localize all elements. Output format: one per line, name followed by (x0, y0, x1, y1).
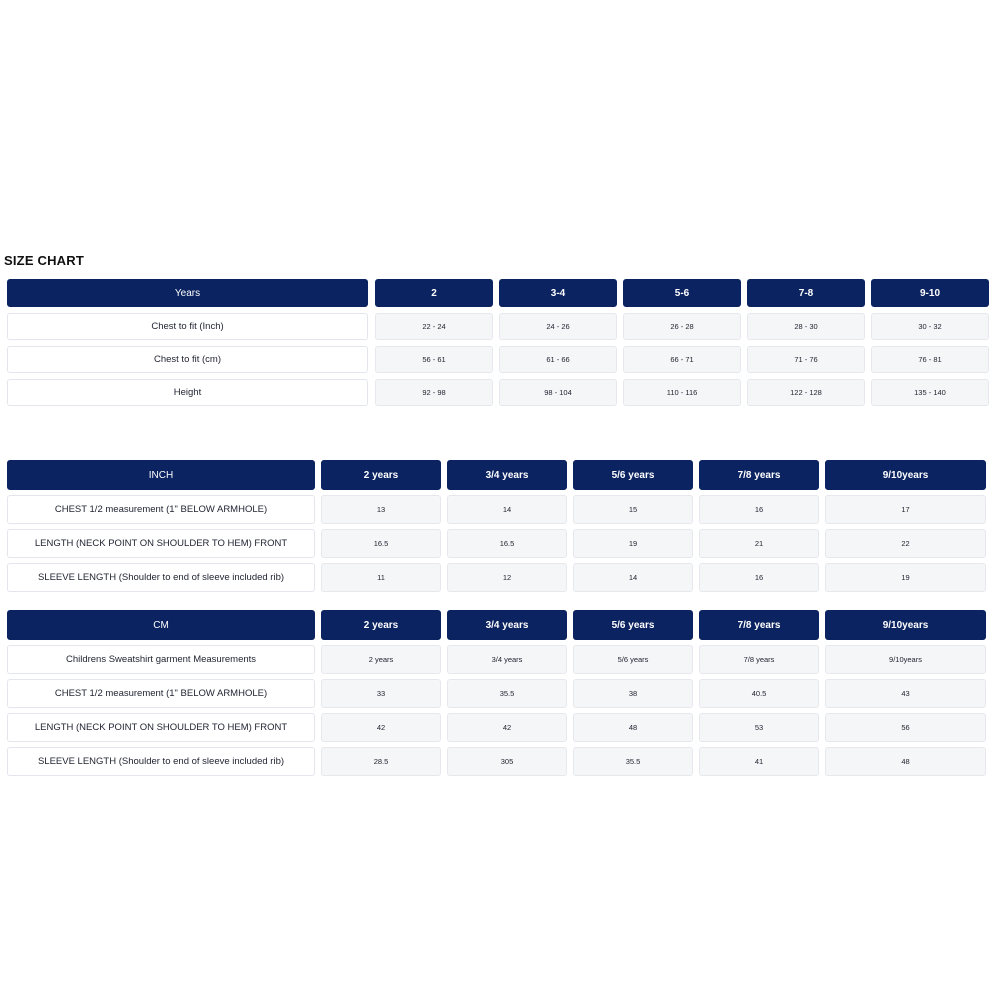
row-label: LENGTH (NECK POINT ON SHOULDER TO HEM) FRONT (7, 713, 315, 742)
value-cell: 21 (699, 529, 819, 558)
value-cell: 24 - 26 (499, 313, 617, 340)
header-cell: 5/6 years (573, 610, 693, 640)
row-label: CHEST 1/2 measurement (1" BELOW ARMHOLE) (7, 679, 315, 708)
value-cell: 43 (825, 679, 986, 708)
header-cell: 2 years (321, 610, 441, 640)
header-cell: 2 (375, 279, 493, 307)
row-label: SLEEVE LENGTH (Shoulder to end of sleeve included rib) (7, 747, 315, 776)
value-cell: 42 (447, 713, 567, 742)
value-cell: 9/10years (825, 645, 986, 674)
header-cell: 3/4 years (447, 610, 567, 640)
row-label: Chest to fit (Inch) (7, 313, 368, 340)
header-cell: 2 years (321, 460, 441, 490)
value-cell: 110 - 116 (623, 379, 741, 406)
value-cell: 30 - 32 (871, 313, 989, 340)
value-cell: 13 (321, 495, 441, 524)
row-label: SLEEVE LENGTH (Shoulder to end of sleeve included rib) (7, 563, 315, 592)
value-cell: 19 (825, 563, 986, 592)
header-cell: 7/8 years (699, 460, 819, 490)
value-cell: 305 (447, 747, 567, 776)
value-cell: 22 (825, 529, 986, 558)
value-cell: 135 - 140 (871, 379, 989, 406)
value-cell: 2 years (321, 645, 441, 674)
table-row (7, 346, 989, 373)
header-cell: 9/10years (825, 610, 986, 640)
value-cell: 56 - 61 (375, 346, 493, 373)
table-row (7, 713, 986, 742)
value-cell: 16 (699, 563, 819, 592)
value-cell: 56 (825, 713, 986, 742)
value-cell: 42 (321, 713, 441, 742)
value-cell: 19 (573, 529, 693, 558)
value-cell: 16 (699, 495, 819, 524)
value-cell: 48 (825, 747, 986, 776)
header-cell: 9/10years (825, 460, 986, 490)
header-cell: 9-10 (871, 279, 989, 307)
header-cell: 3-4 (499, 279, 617, 307)
table-row (7, 563, 986, 592)
value-cell: 5/6 years (573, 645, 693, 674)
value-cell: 35.5 (573, 747, 693, 776)
row-label: CHEST 1/2 measurement (1" BELOW ARMHOLE) (7, 495, 315, 524)
header-cell: 5-6 (623, 279, 741, 307)
table-header-row (7, 460, 986, 490)
value-cell: 26 - 28 (623, 313, 741, 340)
value-cell: 22 - 24 (375, 313, 493, 340)
value-cell: 16.5 (321, 529, 441, 558)
value-cell: 38 (573, 679, 693, 708)
value-cell: 3/4 years (447, 645, 567, 674)
value-cell: 11 (321, 563, 441, 592)
page-title: SIZE CHART (4, 253, 84, 268)
table-row (7, 495, 986, 524)
value-cell: 12 (447, 563, 567, 592)
header-cell: 7/8 years (699, 610, 819, 640)
value-cell: 35.5 (447, 679, 567, 708)
row-label: Chest to fit (cm) (7, 346, 368, 373)
header-cell: Years (7, 279, 368, 307)
value-cell: 28.5 (321, 747, 441, 776)
value-cell: 17 (825, 495, 986, 524)
value-cell: 16.5 (447, 529, 567, 558)
row-label: LENGTH (NECK POINT ON SHOULDER TO HEM) FRONT (7, 529, 315, 558)
value-cell: 61 - 66 (499, 346, 617, 373)
table-header-row (7, 279, 989, 307)
table-row (7, 379, 989, 406)
value-cell: 15 (573, 495, 693, 524)
value-cell: 48 (573, 713, 693, 742)
value-cell: 53 (699, 713, 819, 742)
header-cell: 5/6 years (573, 460, 693, 490)
table-row (7, 313, 989, 340)
value-cell: 14 (573, 563, 693, 592)
value-cell: 71 - 76 (747, 346, 865, 373)
header-cell: 3/4 years (447, 460, 567, 490)
row-label: Childrens Sweatshirt garment Measurements (7, 645, 315, 674)
header-cell: 7-8 (747, 279, 865, 307)
value-cell: 122 - 128 (747, 379, 865, 406)
value-cell: 98 - 104 (499, 379, 617, 406)
value-cell: 40.5 (699, 679, 819, 708)
value-cell: 92 - 98 (375, 379, 493, 406)
table-row (7, 747, 986, 776)
value-cell: 41 (699, 747, 819, 776)
row-label: Height (7, 379, 368, 406)
value-cell: 14 (447, 495, 567, 524)
value-cell: 33 (321, 679, 441, 708)
value-cell: 66 - 71 (623, 346, 741, 373)
table-row (7, 529, 986, 558)
value-cell: 76 - 81 (871, 346, 989, 373)
table-row (7, 679, 986, 708)
value-cell: 28 - 30 (747, 313, 865, 340)
header-cell: CM (7, 610, 315, 640)
table-header-row (7, 610, 986, 640)
value-cell: 7/8 years (699, 645, 819, 674)
header-cell: INCH (7, 460, 315, 490)
table-row (7, 645, 986, 674)
